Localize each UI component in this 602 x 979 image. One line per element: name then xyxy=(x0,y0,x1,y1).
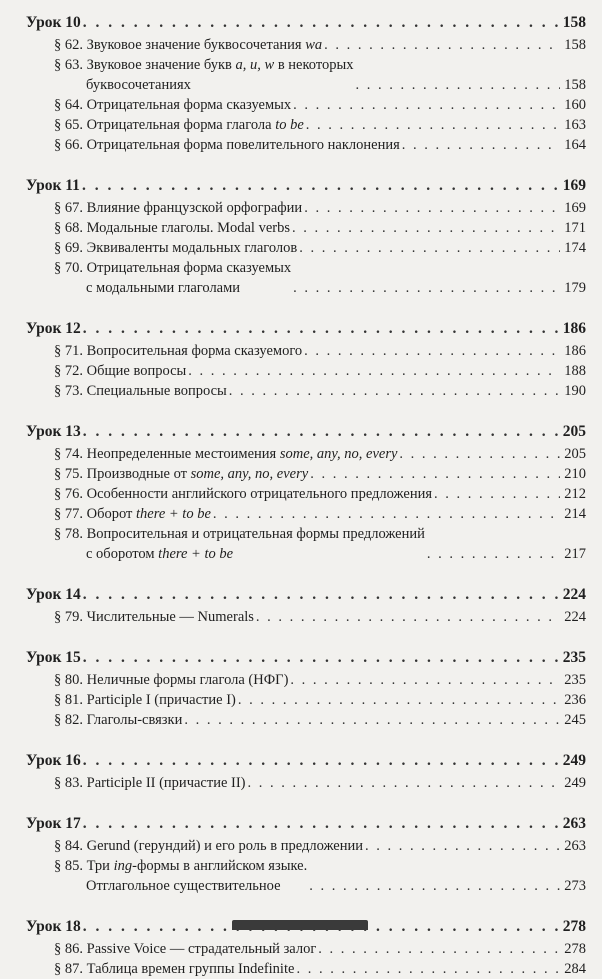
entry-line2-text: с модальными глаголами xyxy=(86,280,241,296)
entry-label xyxy=(26,341,302,361)
lesson-title: Урок 15 xyxy=(26,649,81,666)
entry-text: Влияние французской орфографии xyxy=(86,200,303,216)
entry-label xyxy=(26,836,363,856)
toc-entry xyxy=(26,607,586,627)
entry-text: Производные от xyxy=(86,466,191,482)
entry-number: § 80. xyxy=(54,672,83,688)
lesson-title: Урок 16 xyxy=(26,752,81,769)
entry-number: § 68. xyxy=(54,220,83,236)
entry-text-cont: -формы в английском языке. xyxy=(132,858,308,874)
entry-label xyxy=(26,670,288,690)
entry-number: § 86. xyxy=(54,941,83,957)
entry-page: 190 xyxy=(564,383,586,399)
lesson-title: Урок 11 xyxy=(26,177,80,194)
toc-entry xyxy=(26,939,586,959)
entry-label xyxy=(26,55,354,95)
entry-page: 235 xyxy=(564,672,586,688)
entry-number: § 69. xyxy=(54,240,83,256)
entry-page: 224 xyxy=(564,609,586,625)
toc-entry xyxy=(26,341,586,361)
entry-italic: some, any, no, every xyxy=(279,446,398,462)
table-of-contents xyxy=(26,12,586,979)
leader-dots xyxy=(83,750,560,772)
leader-dots xyxy=(427,544,560,564)
entry-text: Gerund (герундий) и его роль в предложении xyxy=(86,838,364,854)
lesson-page: 205 xyxy=(562,423,586,440)
entry-text: Звуковое значение буквосочетания xyxy=(86,37,306,53)
lesson-section xyxy=(26,813,586,896)
lesson-page: 158 xyxy=(562,14,586,31)
entry-label xyxy=(26,959,294,979)
toc-entry xyxy=(26,464,586,484)
toc-entry xyxy=(26,258,586,298)
leader-dots xyxy=(293,95,560,115)
entry-number: § 63. xyxy=(54,57,83,73)
entry-page: 171 xyxy=(564,220,586,236)
leader-dots xyxy=(213,504,560,524)
entry-italic: wa xyxy=(305,37,323,53)
entry-number: § 74. xyxy=(54,446,83,462)
entry-label xyxy=(26,773,246,793)
leader-dots xyxy=(83,12,560,34)
entry-label xyxy=(26,238,297,258)
entry-text: Глаголы-связки xyxy=(86,712,183,728)
leader-dots xyxy=(184,710,560,730)
entry-label xyxy=(26,444,397,464)
lesson-title: Урок 17 xyxy=(26,815,81,832)
entry-page: 249 xyxy=(564,775,586,791)
lesson-page: 235 xyxy=(562,649,586,666)
toc-entry xyxy=(26,773,586,793)
leader-dots xyxy=(434,484,560,504)
entry-label xyxy=(26,710,182,730)
leader-dots xyxy=(83,813,560,835)
lesson-section xyxy=(26,318,586,401)
toc-entry xyxy=(26,836,586,856)
leader-dots xyxy=(399,444,560,464)
lesson-heading xyxy=(26,175,586,197)
lesson-page: 186 xyxy=(562,320,586,337)
leader-dots xyxy=(238,690,560,710)
entry-text: Отрицательная форма сказуемых xyxy=(86,260,292,276)
leader-dots xyxy=(188,361,560,381)
entry-number: § 65. xyxy=(54,117,83,133)
leader-dots xyxy=(306,115,560,135)
toc-entry xyxy=(26,524,586,564)
entry-number: § 79. xyxy=(54,609,83,625)
entry-text: Participle II (причастие II) xyxy=(86,775,246,791)
lesson-page: 224 xyxy=(562,586,586,603)
entry-label xyxy=(26,939,316,959)
entry-page: 179 xyxy=(564,280,586,296)
toc-entry xyxy=(26,381,586,401)
entry-text: Passive Voice — страдательный залог xyxy=(86,941,317,957)
entry-italic: a, u, w xyxy=(235,57,275,73)
entry-number: § 87. xyxy=(54,961,83,977)
entry-page: 214 xyxy=(564,506,586,522)
entry-number: § 67. xyxy=(54,200,83,216)
lesson-page: 263 xyxy=(562,815,586,832)
lesson-title: Урок 10 xyxy=(26,14,81,31)
entry-text: Отрицательная форма глагола xyxy=(86,117,276,133)
leader-dots xyxy=(402,135,560,155)
entry-text-cont: в некоторых xyxy=(274,57,354,73)
entry-label xyxy=(26,115,304,135)
leader-dots xyxy=(83,584,560,606)
entry-italic: to be xyxy=(275,117,304,133)
entry-page: 205 xyxy=(564,446,586,462)
toc-entry xyxy=(26,115,586,135)
leader-dots xyxy=(290,670,560,690)
leader-dots xyxy=(310,464,560,484)
entry-label xyxy=(26,135,400,155)
entry-page: 186 xyxy=(564,343,586,359)
entry-line2-text: с оборотом xyxy=(86,546,159,562)
entry-page: 236 xyxy=(564,692,586,708)
lesson-heading xyxy=(26,647,586,669)
entry-number: § 72. xyxy=(54,363,83,379)
entry-label xyxy=(26,95,291,115)
page-edge-tab xyxy=(232,920,368,930)
lesson-title: Урок 18 xyxy=(26,918,81,935)
entry-label xyxy=(26,504,211,524)
toc-entry xyxy=(26,55,586,95)
lesson-section xyxy=(26,12,586,155)
entry-label xyxy=(26,484,432,504)
toc-entry xyxy=(26,484,586,504)
lesson-page: 278 xyxy=(562,918,586,935)
leader-dots xyxy=(296,959,560,979)
entry-number: § 78. xyxy=(54,526,83,542)
leader-dots xyxy=(82,175,560,197)
leader-dots xyxy=(83,318,560,340)
entry-label xyxy=(26,856,307,896)
entry-page: 188 xyxy=(564,363,586,379)
lesson-heading xyxy=(26,12,586,34)
entry-page: 212 xyxy=(564,486,586,502)
entry-page: 210 xyxy=(564,466,586,482)
entry-label xyxy=(26,381,227,401)
lesson-title: Урок 14 xyxy=(26,586,81,603)
entry-line2-text: буквосочетаниях xyxy=(86,77,191,93)
toc-entry xyxy=(26,690,586,710)
entry-page: 174 xyxy=(564,240,586,256)
entry-text: Вопросительная форма сказуемого xyxy=(86,343,303,359)
lesson-heading xyxy=(26,584,586,606)
lesson-heading xyxy=(26,318,586,340)
lesson-heading xyxy=(26,421,586,443)
entry-label xyxy=(26,258,291,298)
toc-entry xyxy=(26,95,586,115)
entry-label xyxy=(26,524,425,564)
entry-text: Отрицательная форма сказуемых xyxy=(86,97,292,113)
entry-text: Специальные вопросы xyxy=(86,383,227,399)
leader-dots xyxy=(229,381,560,401)
entry-line2-italic: there + to be xyxy=(158,546,234,562)
entry-text: Общие вопросы xyxy=(86,363,187,379)
entry-italic: ing xyxy=(113,858,133,874)
toc-entry xyxy=(26,198,586,218)
entry-number: § 85. xyxy=(54,858,83,874)
entry-text: Неличные формы глагола (НФГ) xyxy=(86,672,289,688)
entry-text: Эквиваленты модальных глаголов xyxy=(86,240,298,256)
lesson-heading xyxy=(26,813,586,835)
entry-page: 158 xyxy=(564,77,586,93)
entry-line2 xyxy=(54,278,291,298)
leader-dots xyxy=(293,278,560,298)
entry-page: 278 xyxy=(564,941,586,957)
lesson-title: Урок 13 xyxy=(26,423,81,440)
entry-number: § 62. xyxy=(54,37,83,53)
entry-page: 160 xyxy=(564,97,586,113)
entry-number: § 76. xyxy=(54,486,83,502)
toc-entry xyxy=(26,959,586,979)
entry-label xyxy=(26,464,308,484)
entry-page: 169 xyxy=(564,200,586,216)
entry-page: 284 xyxy=(564,961,586,977)
entry-number: § 82. xyxy=(54,712,83,728)
entry-text: Звуковое значение букв xyxy=(86,57,236,73)
entry-text: Числительные — Numerals xyxy=(86,609,254,625)
toc-entry xyxy=(26,856,586,896)
toc-entry xyxy=(26,218,586,238)
entry-number: § 71. xyxy=(54,343,83,359)
entry-label xyxy=(26,218,290,238)
leader-dots xyxy=(83,421,560,443)
leader-dots xyxy=(356,75,561,95)
lesson-section xyxy=(26,175,586,298)
entry-text: Три xyxy=(86,858,114,874)
leader-dots xyxy=(304,198,560,218)
entry-number: § 84. xyxy=(54,838,83,854)
entry-page: 245 xyxy=(564,712,586,728)
leader-dots xyxy=(304,341,560,361)
entry-text: Participle I (причастие I) xyxy=(86,692,236,708)
entry-text: Таблица времен группы Indefinite xyxy=(86,961,295,977)
entry-label xyxy=(26,198,302,218)
leader-dots xyxy=(248,773,560,793)
entry-number: § 75. xyxy=(54,466,83,482)
leader-dots xyxy=(318,939,560,959)
entry-label xyxy=(26,35,322,55)
entry-line2-text: Отглагольное существительное xyxy=(86,878,281,894)
lesson-section xyxy=(26,584,586,627)
entry-italic: some, any, no, every xyxy=(190,466,309,482)
entry-page: 273 xyxy=(564,878,586,894)
entry-line2 xyxy=(54,75,354,95)
toc-entry xyxy=(26,238,586,258)
toc-entry xyxy=(26,710,586,730)
toc-entry xyxy=(26,361,586,381)
entry-page: 158 xyxy=(564,37,586,53)
toc-entry xyxy=(26,504,586,524)
entry-number: § 64. xyxy=(54,97,83,113)
entry-text: Отрицательная форма повелительного наклонения xyxy=(86,137,400,153)
entry-page: 164 xyxy=(564,137,586,153)
entry-line2 xyxy=(54,544,425,564)
entry-text: Неопределенные местоимения xyxy=(86,446,280,462)
leader-dots xyxy=(324,35,560,55)
entry-page: 263 xyxy=(564,838,586,854)
leader-dots xyxy=(83,647,560,669)
entry-page: 163 xyxy=(564,117,586,133)
entry-text: Оборот xyxy=(86,506,136,522)
entry-number: § 77. xyxy=(54,506,83,522)
entry-label xyxy=(26,361,186,381)
entry-number: § 66. xyxy=(54,137,83,153)
lesson-title: Урок 12 xyxy=(26,320,81,337)
entry-number: § 70. xyxy=(54,260,83,276)
toc-entry xyxy=(26,135,586,155)
lesson-section xyxy=(26,647,586,730)
toc-entry xyxy=(26,35,586,55)
lesson-heading xyxy=(26,750,586,772)
entry-text: Вопросительная и отрицательная формы предложений xyxy=(86,526,425,542)
entry-number: § 83. xyxy=(54,775,83,791)
entry-page: 217 xyxy=(564,546,586,562)
entry-line2 xyxy=(54,876,307,896)
lesson-page: 169 xyxy=(562,177,586,194)
leader-dots xyxy=(299,238,560,258)
lesson-page: 249 xyxy=(562,752,586,769)
leader-dots xyxy=(365,836,560,856)
toc-entry xyxy=(26,444,586,464)
entry-text: Особенности английского отрицательного предложения xyxy=(86,486,433,502)
entry-number: § 81. xyxy=(54,692,83,708)
entry-number: § 73. xyxy=(54,383,83,399)
toc-entry xyxy=(26,670,586,690)
entry-text: Модальные глаголы. Modal verbs xyxy=(86,220,290,236)
leader-dots xyxy=(256,607,560,627)
leader-dots xyxy=(309,876,560,896)
leader-dots xyxy=(292,218,560,238)
entry-label xyxy=(26,690,236,710)
lesson-section xyxy=(26,421,586,564)
entry-label xyxy=(26,607,254,627)
entry-italic: there + to be xyxy=(136,506,211,522)
lesson-section xyxy=(26,750,586,793)
